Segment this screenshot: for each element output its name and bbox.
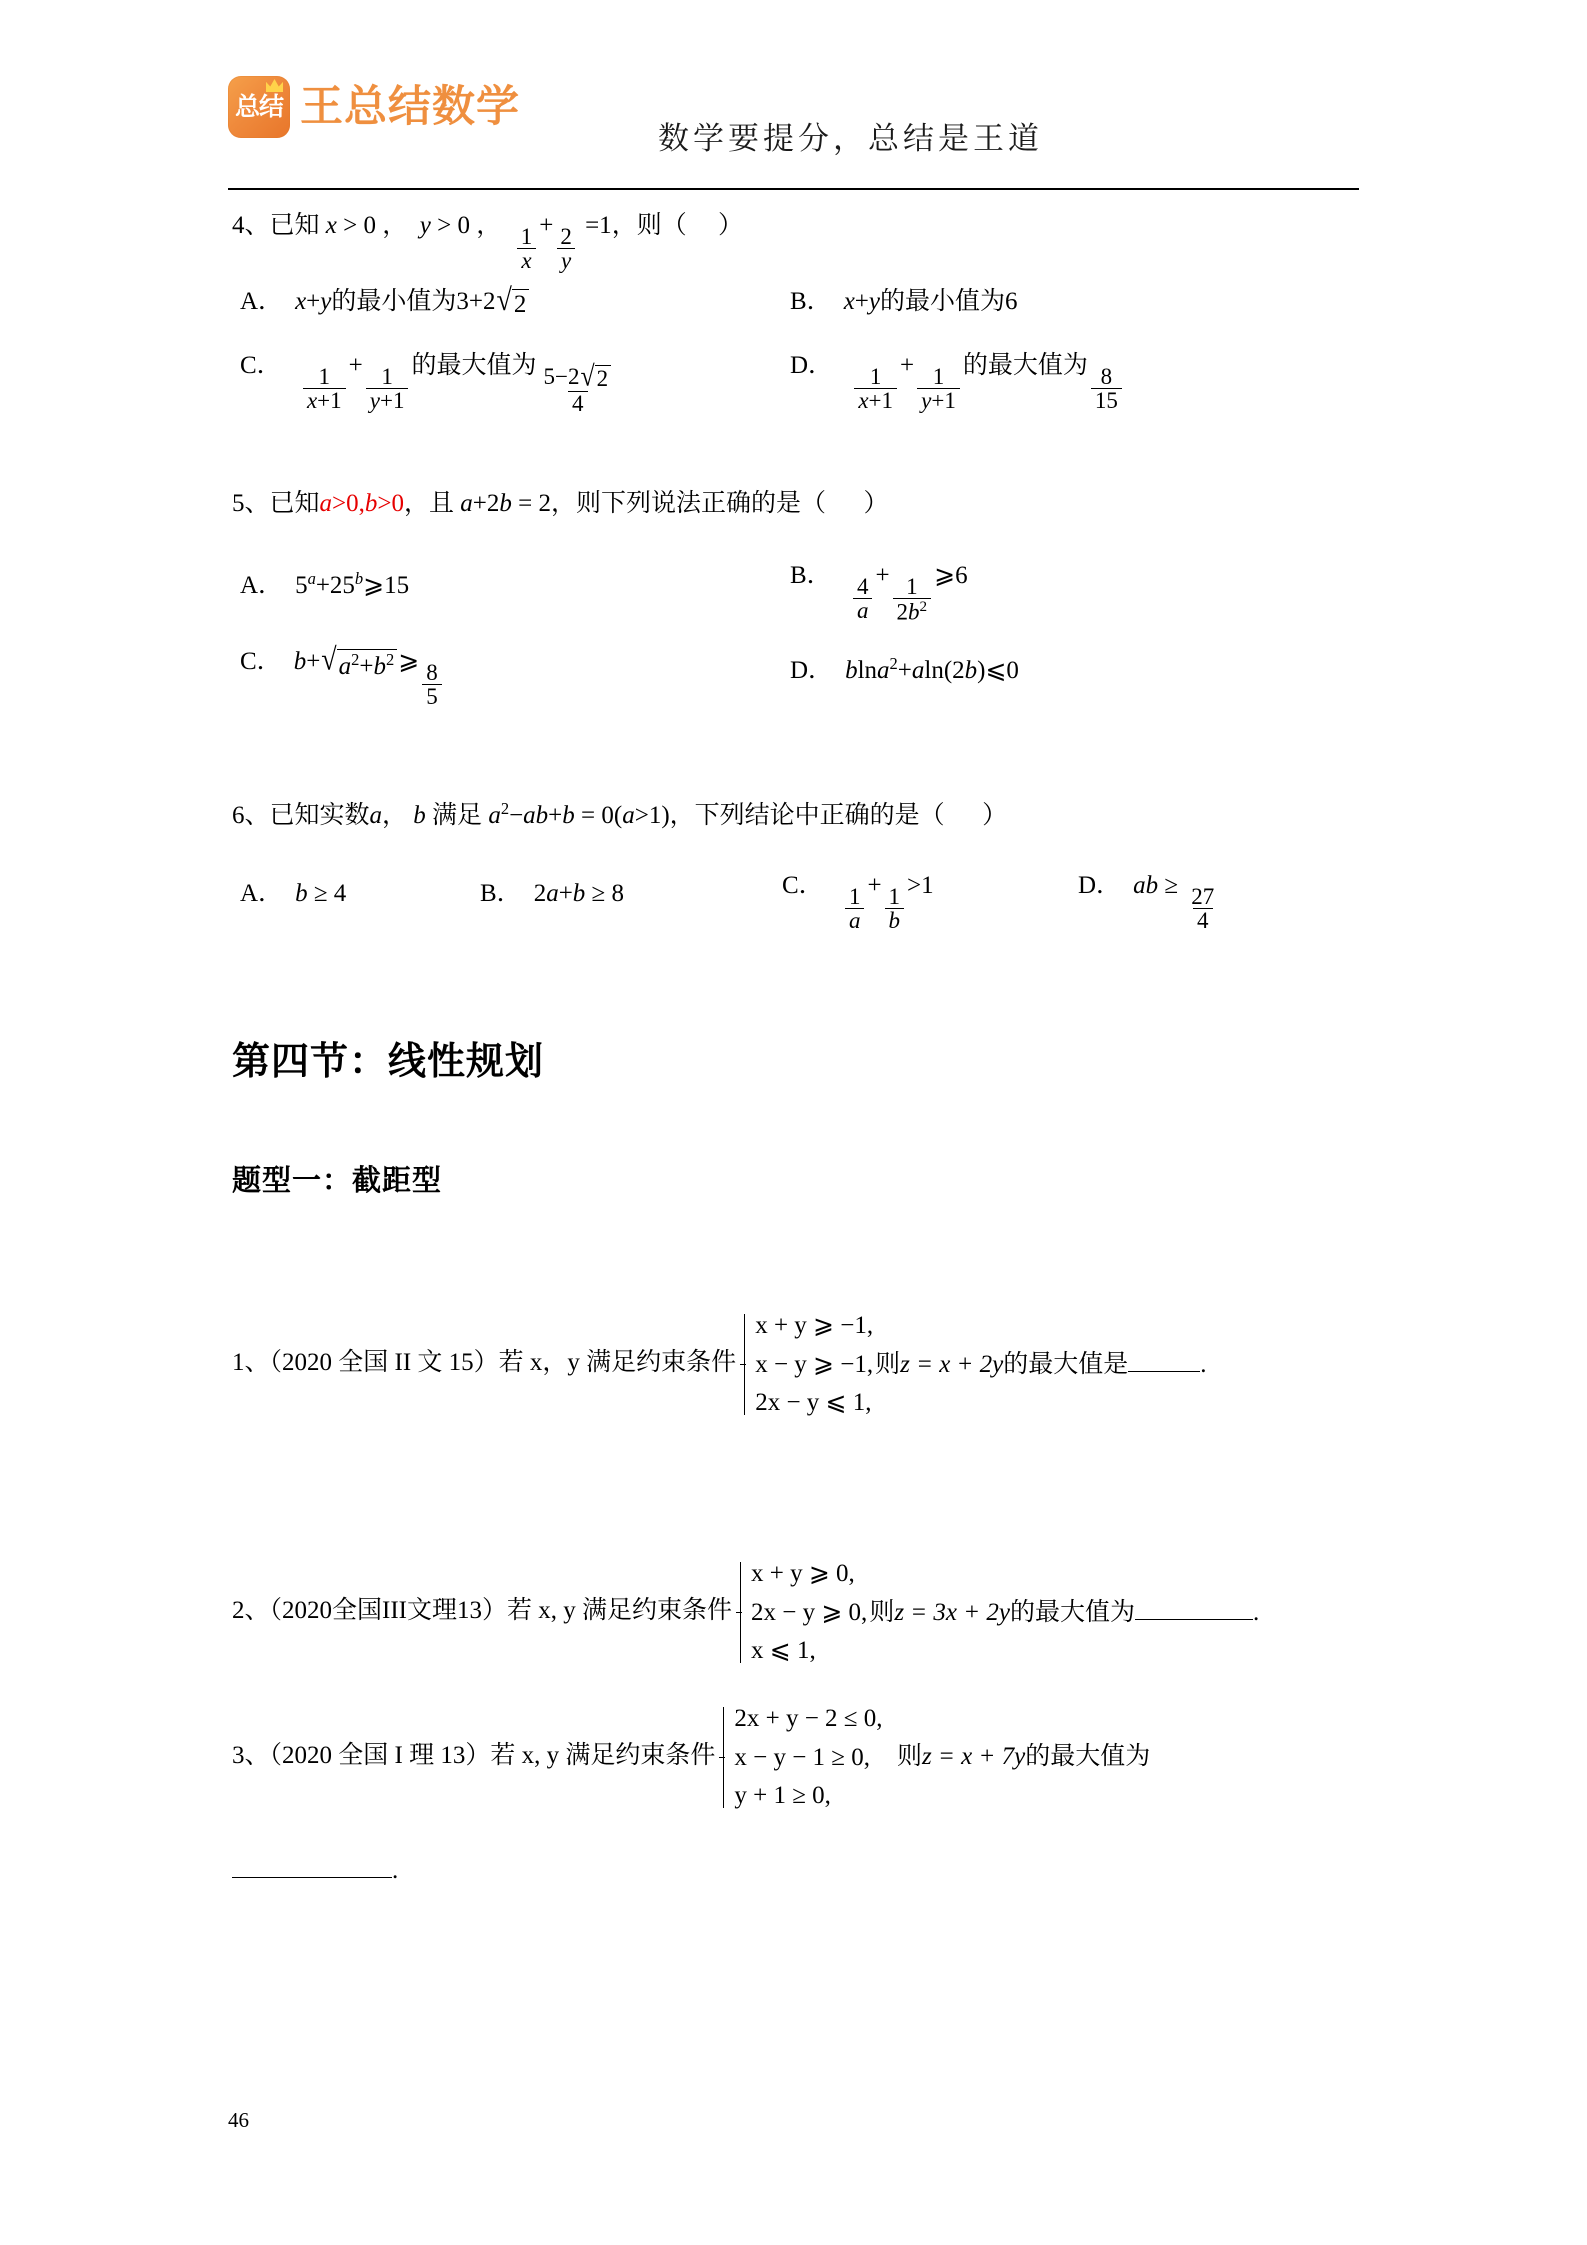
lp-then-1: 则 [875,1350,901,1378]
question-6-stem: 6、已知实数a， b 满足 $a^2-ab+b = 0(a>1)$，下列结论中正确的是（ ） [232,799,1008,830]
lp-objective-1: z = x + 2y [900,1350,1004,1378]
option-label: D． [790,352,834,379]
lp-question-3: 3、（2020 全国 I 理 13）若 x, y 满足约束条件 2x + y − 2 ≤ 0, x − y − 1 ≥ 0, y + 1 ≥ 0, 则z = x + 7y的最大值为 [232,1705,1151,1809]
frac-27-over-4: $\frac{27}{4}$ [1191,884,1215,934]
lp-then-2: 的最大值是 [1003,1350,1129,1378]
constraint-system [738,1312,873,1417]
question-5-number: 5、 [232,490,270,517]
question-4-number: 4、 [232,212,270,239]
question-6-option-c: C． $\frac{1}{a}$ + $\frac{1}{b}$ >1 [782,872,934,934]
lp-question-1: 1、（2020 全国 II 文 15）若 x，y 满足约束条件 x + y ⩾ −1, x − y ⩾ −1, 2x − y ⩽ 1, 则z = x + 2y的最大值是 . [232,1312,1207,1416]
lp-objective-3: z = x + 7y [922,1742,1026,1770]
logo-wordmark: 王总结数学 [300,82,520,131]
answer-blank[interactable] [1135,1597,1253,1620]
option-label: C． [240,648,282,675]
question-5-option-b: B． $\frac{4}{a}$ + $\frac{1}{2b^2}$ ⩾6 [790,562,968,625]
constraint-system [717,1705,882,1810]
frac-1-over-x-plus-1: $\frac{1}{x+1}$ [854,365,897,413]
type-title: 题型一：截距型 [232,1165,443,1197]
option-label: B． [790,562,832,589]
frac-1-over-a: $\frac{1}{a}$ [845,885,865,933]
option-label: B． [480,880,522,907]
lp-then-2: 的最大值为 [1025,1742,1151,1770]
constraint-row: 2x − y ⩽ 1, [755,1389,872,1416]
frac-1-over-y-plus-1: $\frac{1}{y+1}$ [917,365,960,413]
lp-question-3-source: （2020 全国 I 理 13） [269,1741,491,1769]
option-label: C． [782,872,824,899]
question-6-option-a: A． b ≥ 4 [240,880,347,907]
question-5-highlight: a>0,b>0 [319,490,404,517]
constraint-row: 2x − y ⩾ 0, [751,1598,868,1626]
lp-question-1-number: 1、 [232,1348,270,1376]
frac-8-over-5: $\frac{8}{5}$ [422,661,442,709]
header-slogan: 数学要提分，总结是王道 [658,121,1043,156]
period: . [1200,1350,1207,1378]
option-label: B． [790,288,832,315]
frac-1-over-x: $\frac{1}{x}$ [517,225,537,273]
constraint-row: x ⩽ 1, [751,1637,816,1664]
constraint-system [734,1560,867,1665]
constraint-row: 2x + y − 2 ≤ 0, [734,1705,883,1732]
brace-icon [734,1560,748,1665]
lp-question-2-number: 2、 [232,1596,270,1624]
sqrt-icon: √ $a^2+b^2$ [321,649,397,682]
option-label: D． [1078,872,1122,899]
constraint-row: x − y − 1 ≥ 0, [734,1743,871,1771]
option-label: D． [790,657,834,685]
page-header [228,68,1358,178]
header-divider [228,188,1359,190]
frac-1-over-2b2: $\frac{1}{2b^2}$ [893,575,932,624]
period: . [392,1857,399,1884]
question-4-option-b: B． x+y的最小值为6 [790,288,1018,315]
option-label: A． [240,572,284,600]
lp-question-2-source: （2020全国III文理13） [269,1596,507,1624]
frac-1-over-x-plus-1: $\frac{1}{x+1}$ [303,365,346,413]
option-label: C． [240,352,282,379]
lp-question-3-number: 3、 [232,1741,270,1769]
period: . [1253,1598,1260,1626]
frac-1-over-b: $\frac{1}{b}$ [885,885,905,933]
sqrt-icon: √ 2 [497,289,530,320]
question-6-option-b: B． 2a+b ≥ 8 [480,880,625,907]
question-6-number: 6、 [232,802,270,830]
question-4-stem: 4、已知 x > 0 ， y > 0 ， $\frac{1}{x}$ + $\frac{2}{y}$ =1，则（ ） [232,212,743,274]
frac-2-over-y: $\frac{2}{y}$ [556,225,576,273]
constraint-row: x + y ⩾ 0, [751,1560,855,1587]
question-5-option-a: A． $5^a+25^b⩾15$ [240,569,410,600]
frac-answer: 5−2 √ 2 4 [539,365,616,415]
answer-blank[interactable] [232,1855,392,1878]
brace-icon [717,1705,731,1810]
constraint-row: x − y ⩾ −1, [755,1350,874,1378]
crown-icon [266,79,283,92]
lp-then-1: 则 [897,1742,923,1770]
option-label: A． [240,880,284,907]
frac-1-over-y-plus-1: $\frac{1}{y+1}$ [366,365,409,413]
constraint-row: y + 1 ≥ 0, [734,1782,831,1809]
question-6-option-d: D． ab ≥ $\frac{27}{4}$ [1078,872,1221,933]
brand-logo [228,76,520,138]
question-4-option-c: C． $\frac{1}{x+1}$ + $\frac{1}{y+1}$ 的最大值为 5−2 √ 2 4 [240,352,619,415]
brace-icon [738,1312,752,1417]
logo-badge-icon [228,76,290,138]
frac-4-over-a: $\frac{4}{a}$ [853,575,873,623]
question-4-option-d: D． $\frac{1}{x+1}$ + $\frac{1}{y+1}$ 的最大值为 $\frac{8}{15}$ [790,352,1125,413]
lp-question-1-source: （2020 全国 II 文 15） [269,1348,499,1376]
sqrt-icon: √ 2 [580,365,611,391]
answer-blank[interactable] [1128,1349,1200,1372]
question-4-option-a: A． x+y的最小值为3+2 √ 2 [240,288,530,320]
lp-then-1: 则 [869,1598,895,1626]
lp-question-3-answer-line [232,1855,398,1886]
option-label: A． [240,288,284,315]
logo-badge-text: 总结 [234,92,283,121]
constraint-row: x + y ⩾ −1, [755,1312,874,1339]
lp-then-2: 的最大值为 [1010,1598,1136,1626]
question-5-option-d: D． blna$^2$+aln(2b)⩽0 [790,654,1019,685]
question-5-stem: 5、已知a>0,b>0，且 a+2b = 2，则下列说法正确的是（ ） [232,490,889,517]
question-5-option-c: C． b+ √ $a^2+b^2$ ⩾ $\frac{8}{5}$ [240,648,445,709]
section-title: 第四节：线性规划 [232,1041,545,1083]
lp-objective-2: z = 3x + 2y [894,1598,1010,1626]
frac-answer: $\frac{8}{15}$ [1091,365,1122,413]
lp-question-2: 2、（2020全国III文理13）若 x, y 满足约束条件 x + y ⩾ 0, 2x − y ⩾ 0, x ⩽ 1, 则z = 3x + 2y的最大值为 . [232,1560,1260,1664]
page-number: 46 [228,2108,249,2132]
